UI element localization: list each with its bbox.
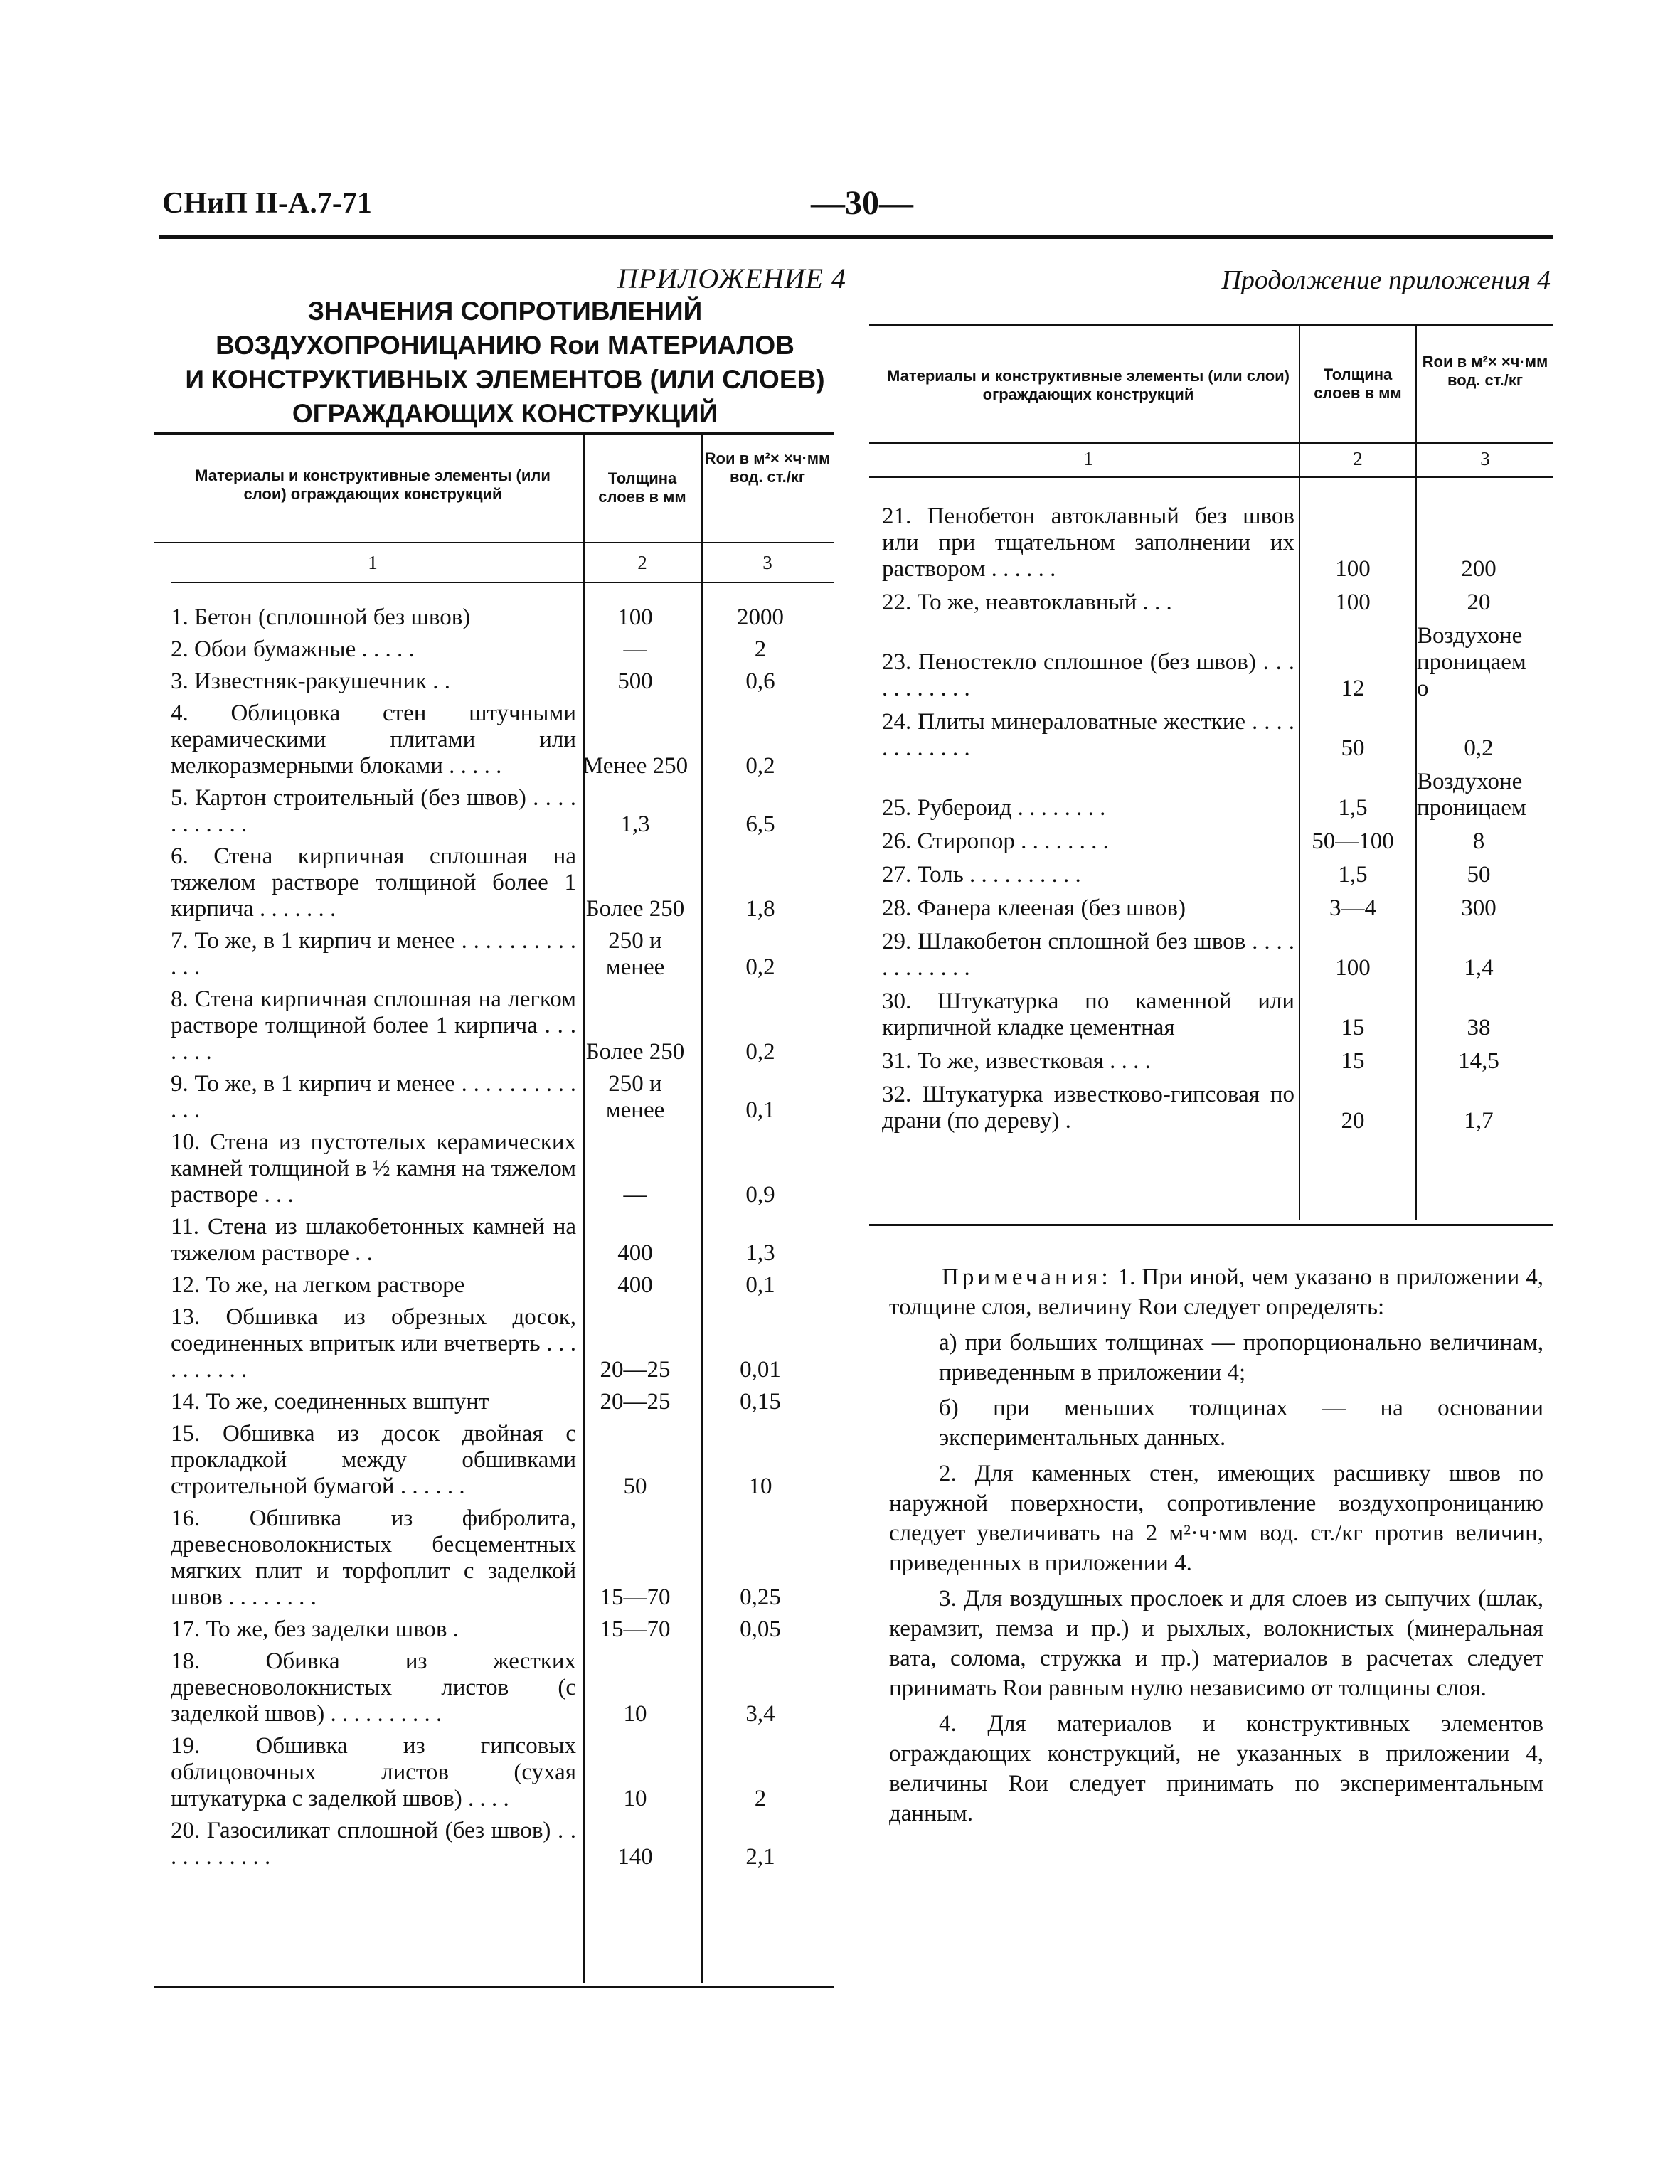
page-number: —30— xyxy=(811,184,913,222)
row-thickness: 12 xyxy=(1341,676,1365,701)
note-3: 3. Для воздушных прослоек и для слоев из сыпучих (шлак, керамзит, пемза и пр.) и рыхлых, волокнистых (минеральная вата, солома, стружка и пр.) материалов в расчетах следует принимать Rои равным нулю независимо от толщины слоя. xyxy=(889,1586,1543,1701)
row-thickness: — xyxy=(623,636,647,662)
row-thickness: Более 250 xyxy=(585,896,685,922)
table-row xyxy=(882,829,1546,855)
row-material: 7. То же, в 1 кирпич и менее . . . . . . . . . . . . . xyxy=(171,928,576,980)
row-resistance: 200 xyxy=(1461,556,1496,582)
table-row xyxy=(882,1048,1546,1075)
table-row xyxy=(171,986,826,1065)
row-resistance: 0,2 xyxy=(745,753,775,779)
row-material: 27. Толь . . . . . . . . . . xyxy=(882,862,1081,888)
row-material: 15. Обшивка из досок двойная с прокладкой между обшивками строительной бумагой . . . . . . xyxy=(171,1421,576,1499)
row-resistance: 10 xyxy=(748,1474,772,1499)
row-thickness: 1,3 xyxy=(620,811,650,837)
table-row xyxy=(171,1304,826,1383)
row-resistance: 0,01 xyxy=(740,1357,781,1383)
note-1a: а) при больших толщинах — пропорционально величинам, приведенным в приложении 4; xyxy=(939,1330,1543,1385)
table-row xyxy=(882,895,1546,922)
row-thickness: 10 xyxy=(623,1786,647,1811)
row-thickness: 500 xyxy=(617,668,653,694)
row-material: 18. Обивка из жестких древесноволокнистых листов (с заделкой швов) . . . . . . . . . . xyxy=(171,1648,576,1727)
row-thickness: Более 250 xyxy=(585,1039,685,1065)
row-thickness: 100 xyxy=(617,604,653,630)
row-resistance: 38 xyxy=(1467,1015,1491,1040)
title-line: И КОНСТРУКТИВНЫХ ЭЛЕМЕНТОВ (ИЛИ СЛОЕВ) xyxy=(185,365,825,394)
table-row xyxy=(171,1818,826,1870)
continuation-label: Продолжение приложения 4 xyxy=(1221,265,1551,295)
appendix-label: ПРИЛОЖЕНИЕ 4 xyxy=(617,262,846,294)
row-thickness: 400 xyxy=(617,1272,653,1298)
row-material: 1. Бетон (сплошной без швов) xyxy=(171,604,471,630)
row-thickness: 15 xyxy=(1341,1015,1365,1040)
row-thickness: 15 xyxy=(1341,1048,1365,1074)
row-material: 24. Плиты минераловатные жесткие . . . . . . . . . . . . xyxy=(882,709,1294,761)
row-material: 16. Обшивка из фибролита, древесноволокнистых бесцементных мягких плит и торфоплит с заделкой швов . . . . . . . . xyxy=(171,1506,576,1610)
row-resistance: 1,4 xyxy=(1464,955,1494,981)
row-material: 11. Стена из шлакобетонных камней на тяжелом растворе . . xyxy=(171,1214,576,1266)
row-resistance: 14,5 xyxy=(1458,1048,1499,1074)
row-material: 4. Облицовка стен штучными керамическими плитами или мелкоразмерными блоками . . . . . xyxy=(171,701,576,779)
row-resistance: 2 xyxy=(754,1786,767,1811)
right-col1-header: Материалы и конструктивные элементы (или слои) ограждающих конструкций xyxy=(886,367,1290,403)
row-resistance: 1,8 xyxy=(745,896,775,922)
right-col3-number: 3 xyxy=(1480,448,1490,469)
row-material: 14. То же, соединенных вшпунт xyxy=(171,1389,489,1415)
table-row xyxy=(171,636,826,663)
table-row xyxy=(882,989,1546,1041)
row-resistance: 2000 xyxy=(737,604,784,630)
table-row xyxy=(882,504,1546,582)
right-col3-header: Rои в м²× ×ч·мм вод. ст./кг xyxy=(1422,353,1548,389)
table-row xyxy=(882,623,1546,702)
table-row xyxy=(171,1272,826,1299)
row-material: 20. Газосиликат сплошной (без швов) . . . . . . . . . . . xyxy=(171,1818,576,1870)
note-1 xyxy=(889,1262,1543,1322)
table-row xyxy=(171,1389,826,1415)
row-thickness: 100 xyxy=(1335,556,1371,582)
row-material: 21. Пенобетон автоклавный без швов или при тщательном заполнении их раствором . . . . . . xyxy=(882,504,1294,582)
table-row xyxy=(882,769,1546,821)
table-row xyxy=(171,1129,826,1208)
left-col1-number: 1 xyxy=(368,552,378,573)
appendix-title xyxy=(149,294,861,431)
right-col2-header: Толщина слоев в мм xyxy=(1314,366,1402,402)
row-thickness: 15—70 xyxy=(600,1584,671,1610)
table-row xyxy=(882,862,1546,888)
table-row xyxy=(882,1082,1546,1134)
row-resistance: 0,9 xyxy=(745,1182,775,1208)
table-row xyxy=(171,1733,826,1812)
row-thickness: 20—25 xyxy=(600,1389,671,1415)
row-material: 22. То же, неавтоклавный . . . xyxy=(882,590,1172,615)
row-resistance: 50 xyxy=(1467,862,1491,888)
row-material: 3. Известняк-ракушечник . . xyxy=(171,668,451,694)
row-material: 32. Штукатурка известково-гипсовая по драни (по дереву) . xyxy=(882,1082,1294,1134)
row-thickness: 1,5 xyxy=(1338,862,1368,888)
row-resistance: 2 xyxy=(754,636,767,662)
row-resistance: 1,7 xyxy=(1464,1108,1494,1134)
row-resistance: 0,1 xyxy=(745,1097,775,1123)
table-row xyxy=(171,928,826,981)
row-thickness: 15—70 xyxy=(600,1616,671,1642)
note-1b: б) при меньших толщинах — на основании экспериментальных данных. xyxy=(939,1395,1543,1451)
title-line: ВОЗДУХОПРОНИЦАНИЮ Rои МАТЕРИАЛОВ xyxy=(216,331,794,360)
table-row xyxy=(171,701,826,779)
row-material: 31. То же, известковая . . . . xyxy=(882,1048,1151,1074)
right-col2-number: 2 xyxy=(1353,448,1363,469)
row-resistance: 1,3 xyxy=(745,1240,775,1266)
row-thickness: 50 xyxy=(1341,735,1365,761)
note-1-text: 1. При иной, чем указано в приложении 4, толщине слоя, величину Rои следует определять: xyxy=(889,1264,1543,1320)
row-resistance: 0,6 xyxy=(745,668,775,694)
right-header-rule xyxy=(869,442,1553,444)
row-thickness: 100 xyxy=(1335,955,1371,981)
header-rule xyxy=(159,235,1553,239)
table-row xyxy=(171,785,826,838)
row-thickness: 50—100 xyxy=(1312,829,1394,854)
row-material: 6. Стена кирпичная сплошная на тяжелом растворе толщиной более 1 кирпича . . . . . . . xyxy=(171,843,576,922)
row-material: 10. Стена из пустотелых керамических камней толщиной в ½ камня на тяжелом растворе . . . xyxy=(171,1129,576,1208)
note-4: 4. Для материалов и конструктивных элементов ограждающих конструкций, не указанных в приложении 4, величины Rои следует принимать по экспериментальным данным. xyxy=(889,1711,1543,1826)
row-thickness: 50 xyxy=(623,1474,647,1499)
row-thickness: 100 xyxy=(1335,590,1371,615)
row-resistance: Воздухонепроницаемо xyxy=(1417,623,1526,701)
row-resistance: 0,2 xyxy=(745,1039,775,1065)
left-header-rule xyxy=(171,582,834,583)
row-thickness: 10 xyxy=(623,1701,647,1727)
row-resistance: 6,5 xyxy=(745,811,775,837)
notes-block xyxy=(889,1262,1543,1834)
title-line: ОГРАЖДАЮЩИХ КОНСТРУКЦИЙ xyxy=(292,399,718,428)
row-material: 23. Пеностекло сплошное (без швов) . . . . . . . . . . . xyxy=(882,649,1294,701)
row-material: 25. Рубероид . . . . . . . . xyxy=(882,795,1106,821)
table-row xyxy=(171,1648,826,1727)
right-table-rows xyxy=(882,504,1546,1141)
row-resistance: 2,1 xyxy=(745,1844,775,1870)
row-resistance: Воздухонепроницаем xyxy=(1417,769,1526,821)
table-row xyxy=(171,1616,826,1643)
notes-heading: Примечания: xyxy=(942,1264,1112,1290)
row-resistance: 0,25 xyxy=(740,1584,781,1610)
row-material: 30. Штукатурка по каменной или кирпичной кладке цементная xyxy=(882,989,1294,1040)
row-resistance: 0,05 xyxy=(740,1616,781,1642)
table-row xyxy=(171,604,826,631)
left-col3-number: 3 xyxy=(762,552,772,573)
row-thickness: 250 и менее xyxy=(605,928,665,980)
title-line: ЗНАЧЕНИЯ СОПРОТИВЛЕНИЙ xyxy=(307,297,703,326)
row-thickness: 20 xyxy=(1341,1108,1365,1134)
row-material: 13. Обшивка из обрезных досок, соединенных впритык или вчетверть . . . . . . . . . . xyxy=(171,1304,576,1383)
table-row xyxy=(171,843,826,922)
right-col1-number: 1 xyxy=(1083,448,1093,469)
row-material: 5. Картон строительный (без швов) . . . . . . . . . . . xyxy=(171,785,576,837)
table-row xyxy=(171,1214,826,1267)
left-col1-header: Материалы и конструктивные элементы (или слои) ограждающих конструкций xyxy=(195,467,551,503)
left-col2-number: 2 xyxy=(637,552,647,573)
row-resistance: 0,2 xyxy=(1464,735,1494,761)
table-row xyxy=(882,709,1546,762)
row-thickness: 250 и менее xyxy=(605,1071,665,1123)
row-thickness: 140 xyxy=(617,1844,653,1870)
row-material: 9. То же, в 1 кирпич и менее . . . . . . . . . . . . . xyxy=(171,1071,576,1123)
left-col3-header: Rои в м²× ×ч·мм вод. ст./кг xyxy=(704,449,831,486)
document-code: СНиП II-А.7-71 xyxy=(162,187,372,220)
row-material: 17. То же, без заделки швов . xyxy=(171,1616,459,1642)
table-row xyxy=(171,1421,826,1500)
row-resistance: 0,15 xyxy=(740,1389,781,1415)
row-thickness: 3—4 xyxy=(1329,895,1376,921)
row-resistance: 3,4 xyxy=(745,1701,775,1727)
row-resistance: 0,1 xyxy=(745,1272,775,1298)
row-material: 29. Шлакобетон сплошной без швов . . . . . . . . . . . . xyxy=(882,929,1294,981)
note-2: 2. Для каменных стен, имеющих расшивку швов по наружной поверхности, сопротивление воздухопроницанию следует увеличивать на 2 м²·ч·мм вод. ст./кг против величин, приведенных в приложении 4. xyxy=(889,1461,1543,1576)
row-material: 19. Обшивка из гипсовых облицовочных листов (сухая штукатурка с заделкой швов) . . . . xyxy=(171,1733,576,1811)
row-material: 28. Фанера клееная (без швов) xyxy=(882,895,1186,921)
left-col2-header: Толщина слоев в мм xyxy=(598,469,686,506)
row-thickness: 20—25 xyxy=(600,1357,671,1383)
row-thickness: 400 xyxy=(617,1240,653,1266)
row-thickness: — xyxy=(623,1182,647,1208)
row-resistance: 0,2 xyxy=(745,954,775,980)
table-row xyxy=(171,1506,826,1611)
row-material: 12. То же, на легком растворе xyxy=(171,1272,465,1298)
table-row xyxy=(882,590,1546,616)
row-material: 8. Стена кирпичная сплошная на легком растворе толщиной более 1 кирпича . . . . . . . xyxy=(171,986,576,1065)
table-row xyxy=(882,929,1546,981)
right-header-rule xyxy=(869,476,1553,478)
row-material: 2. Обои бумажные . . . . . xyxy=(171,636,415,662)
left-header-rule xyxy=(154,542,834,543)
row-material: 26. Стиропор . . . . . . . . xyxy=(882,829,1109,854)
row-resistance: 300 xyxy=(1461,895,1496,921)
row-resistance: 20 xyxy=(1467,590,1491,615)
left-table-rows xyxy=(171,604,826,1876)
row-thickness: Менее 250 xyxy=(582,753,689,779)
row-thickness: 1,5 xyxy=(1338,795,1368,821)
table-row xyxy=(171,1071,826,1124)
row-resistance: 8 xyxy=(1472,829,1485,854)
table-row xyxy=(171,668,826,695)
